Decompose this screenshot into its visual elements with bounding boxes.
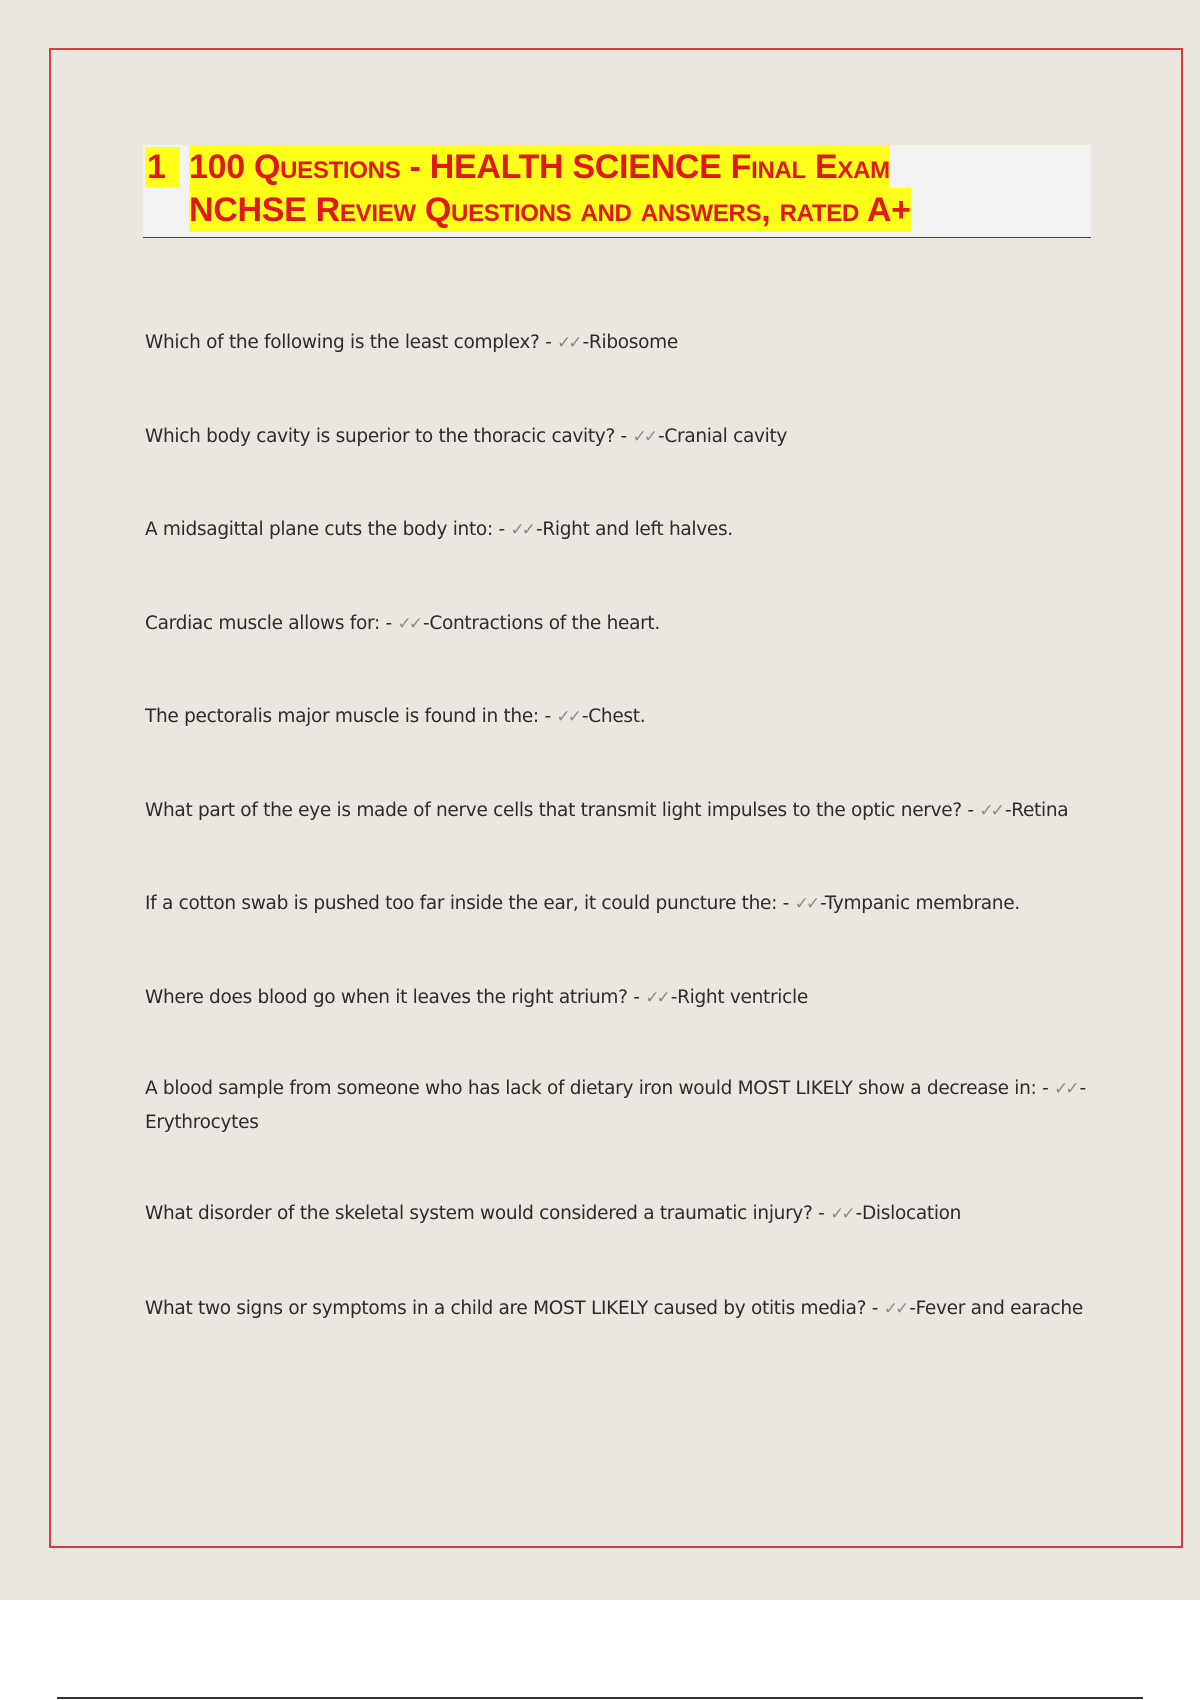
answer-text: -Ribosome xyxy=(582,332,678,353)
answer-text: -Retina xyxy=(1004,800,1069,821)
footer-rule xyxy=(57,1697,1143,1699)
answer-text: -Cranial cavity xyxy=(658,426,788,447)
qa-item xyxy=(145,607,1095,641)
question-text: Which body cavity is superior to the thoracic cavity? - xyxy=(145,426,627,447)
double-check-icon: ✓✓ xyxy=(1054,1079,1077,1099)
question-text: The pectoralis major muscle is found in the: - xyxy=(145,706,551,727)
qa-item xyxy=(145,700,1095,734)
double-check-icon: ✓✓ xyxy=(794,894,818,914)
answer-text: -Chest. xyxy=(581,706,646,727)
title-line-2: NCHSE Review Questions and answers, rated A+ xyxy=(189,188,911,232)
double-check-icon: ✓✓ xyxy=(645,988,668,1008)
qa-item xyxy=(145,420,1095,454)
qa-item xyxy=(145,513,1095,547)
answer-text: -Erythrocytes xyxy=(145,1078,1086,1133)
double-check-icon: ✓✓ xyxy=(510,520,533,540)
double-check-icon: ✓✓ xyxy=(557,333,580,353)
answer-text: -Right and left halves. xyxy=(535,519,733,540)
answer-text: -Tympanic membrane. xyxy=(820,893,1020,914)
double-check-icon: ✓✓ xyxy=(830,1204,853,1224)
question-text: Which of the following is the least complex? - xyxy=(145,332,552,353)
answer-text: -Right ventricle xyxy=(670,987,808,1008)
question-text: What disorder of the skeletal system would considered a traumatic injury? - xyxy=(145,1203,825,1224)
answer-text: -Contractions of the heart. xyxy=(422,613,660,634)
title-line-1: 100 Questions - HEALTH SCIENCE Final Exam xyxy=(189,145,890,189)
double-check-icon: ✓✓ xyxy=(556,707,579,727)
qa-item xyxy=(145,887,1095,921)
question-text: A blood sample from someone who has lack of dietary iron would MOST LIKELY show a decrease in: - xyxy=(145,1078,1049,1099)
title-number: 1 xyxy=(145,147,180,187)
answer-text: -Dislocation xyxy=(855,1203,962,1224)
double-check-icon: ✓✓ xyxy=(883,1299,907,1319)
question-text: Where does blood go when it leaves the right atrium? - xyxy=(145,987,640,1008)
double-check-icon: ✓✓ xyxy=(979,801,1002,821)
qa-item xyxy=(145,794,1095,828)
qa-item xyxy=(145,1197,1095,1231)
question-text: Cardiac muscle allows for: - xyxy=(145,613,392,634)
answer-text: -Fever and earache xyxy=(909,1298,1083,1319)
qa-item xyxy=(145,1292,1095,1326)
question-text: What two signs or symptoms in a child are MOST LIKELY caused by otitis media? - xyxy=(145,1298,879,1319)
question-text: What part of the eye is made of nerve cells that transmit light impulses to the optic nerve? - xyxy=(145,800,974,821)
qa-item xyxy=(145,981,1095,1015)
double-check-icon: ✓✓ xyxy=(632,427,656,447)
question-text: If a cotton swab is pushed too far inside the ear, it could puncture the: - xyxy=(145,893,790,914)
qa-item xyxy=(145,326,1095,360)
qa-item xyxy=(145,1072,1095,1139)
double-check-icon: ✓✓ xyxy=(397,614,420,634)
question-text: A midsagittal plane cuts the body into: - xyxy=(145,519,505,540)
